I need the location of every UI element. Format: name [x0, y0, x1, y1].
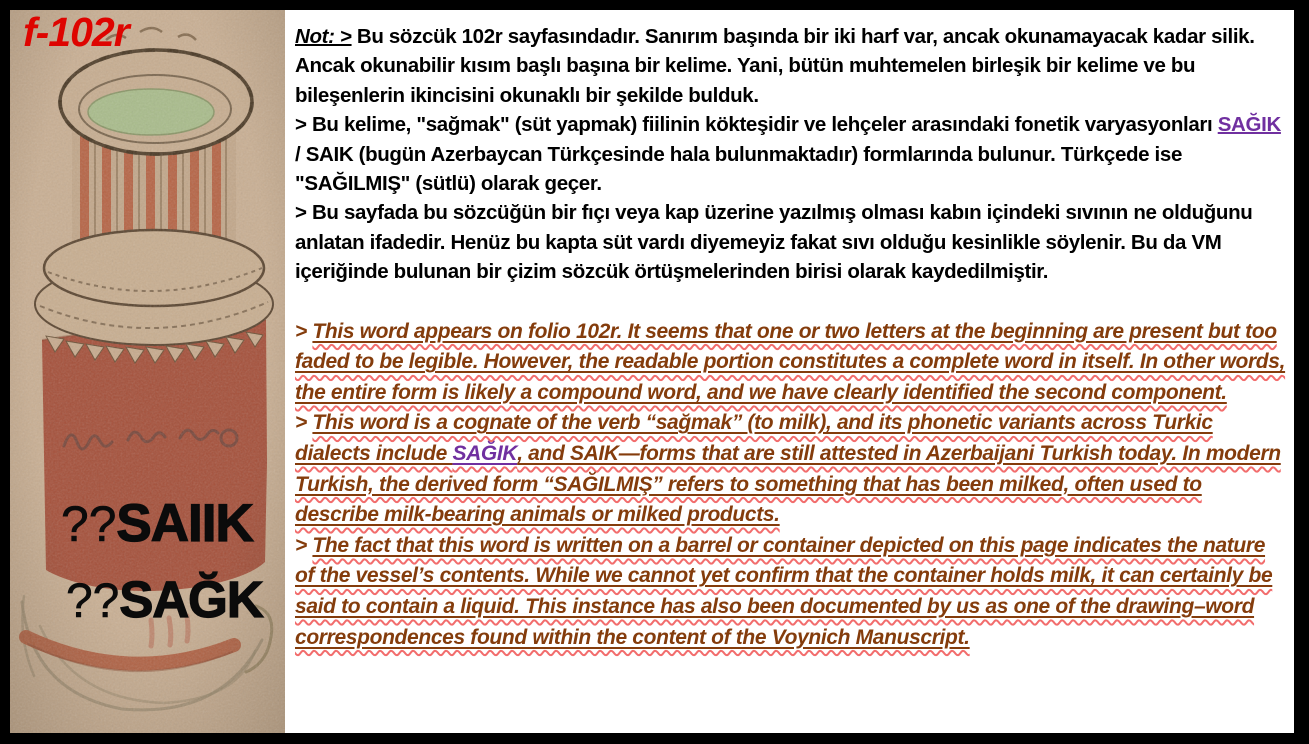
turkish-text: / SAIK (bugün Azerbaycan Türkçesinde hala bulunmaktadır) formlarında bulunur. Türkçede ise "SAĞILMIŞ" (sütlü) olarak geçer.	[295, 142, 1183, 196]
english-paragraph-1	[295, 317, 1288, 409]
reading-overlay-2	[66, 571, 263, 628]
gt-marker: >	[295, 319, 307, 343]
folio-label: f-102r	[23, 9, 129, 55]
turkish-text: > Bu kelime, "sağmak" (süt yapmak) fiilinin kökteşidir ve lehçeler arasındaki fonetik varyasyonları	[295, 113, 1218, 137]
english-paragraph-3	[295, 531, 1288, 653]
uncertain-letters-prefix: ??	[61, 496, 117, 552]
english-text: This word is a cognate of the verb “sağmak” (to milk), and its phonetic variants across Turkic dialects include	[295, 411, 1213, 466]
english-text: , and SAIK—forms that are still attested in Azerbaijani Turkish today. In modern Turkish, the derived form “SAĞILMIŞ” refers to something that has been milked, often used to describe milk-bearing animals or milked products.	[295, 442, 1281, 527]
turkish-paragraph-3: > Bu sayfada bu sözcüğün bir fıçı veya kap üzerine yazılmış olması kabın içindeki sıvının ne olduğunu anlatan ifadedir. Henüz bu kapta süt vardı diyemeyiz fakat sıvı olduğu kesinlikle söylenir. Bu da VM içeriğinde bulunan bir çizim sözcük örtüşmelerinden birisi olarak kaydedilmiştir.	[295, 201, 1253, 284]
turkish-paragraph-2	[295, 110, 1288, 198]
turkish-paragraph-1	[295, 22, 1288, 110]
english-translation	[295, 317, 1288, 654]
content-frame	[10, 10, 1294, 733]
reading-overlay-1	[61, 494, 253, 553]
english-text: This word appears on folio 102r. It seems that one or two letters at the beginning are present but too faded to be legible. However, the readable portion constitutes a complete word in itself. In other words, the entire form is likely a compound word, and we have clearly identified the second component.	[295, 319, 1286, 404]
english-text: The fact that this word is written on a barrel or container depicted on this page indicates the nature of the vessel’s contents. While we cannot yet confirm that the container holds milk, it can certainly be said to contain a liquid. This instance has also been documented by us as one of the drawing–word correspondences found within the content of the Voynich Manuscript.	[295, 533, 1273, 649]
turkish-text: Bu sözcük 102r sayfasındadır. Sanırım başında bir iki harf var, ancak okunamayacak kadar silik. Ancak okunabilir kısım başlı başına bir kelime. Yani, bütün muhtemelen birleşik bir kelime ve bu bileşenlerin ikincisini okunaklı bir şekilde bulduk.	[295, 25, 1255, 107]
sagik-link-tr[interactable]: SAĞIK	[1217, 113, 1281, 137]
uncertain-letters-prefix: ??	[66, 575, 120, 628]
english-paragraph-2	[295, 408, 1288, 530]
manuscript-photo	[10, 10, 285, 733]
note-panel	[285, 10, 1294, 733]
reading-word: SAIIK	[116, 494, 253, 553]
note-label: Not: >	[295, 25, 352, 48]
gt-marker: >	[295, 411, 307, 435]
reading-word: SAĞK	[119, 571, 263, 628]
gt-marker: >	[295, 533, 307, 557]
sagik-link-en[interactable]: SAĞIK	[452, 442, 518, 466]
